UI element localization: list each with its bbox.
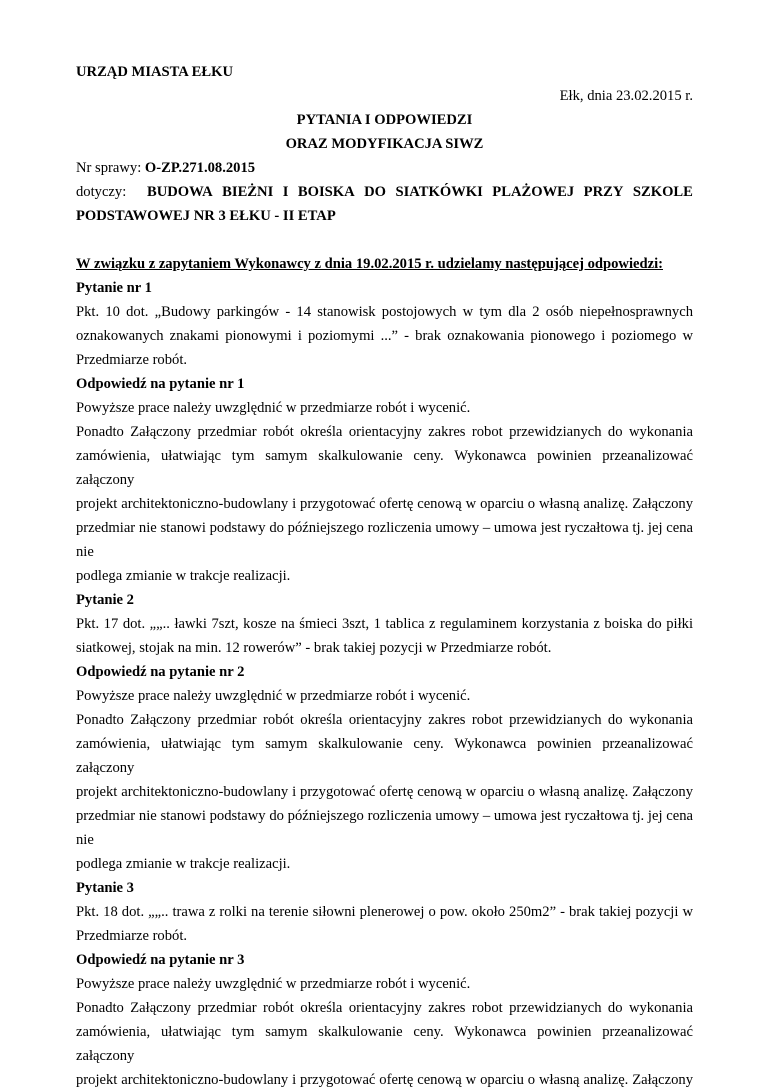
subject-label: dotyczy: <box>76 184 127 200</box>
answer-line: przedmiar nie stanowi podstawy do późniejszego rozliczenia umowy – umowa jest ryczałtowa tj. jej cena nie <box>76 808 693 848</box>
subject-word: BOISKA <box>297 184 355 200</box>
question-last-line: Przedmiarze robót. <box>76 928 188 944</box>
case-number-row <box>76 156 693 180</box>
question-title: Pytanie 3 <box>76 880 134 896</box>
place-date: Ełk, dnia 23.02.2015 r. <box>559 88 693 104</box>
subject-word: BUDOWA <box>147 184 213 200</box>
answer-last-line: podlega zmianie w trakcje realizacji. <box>76 568 291 584</box>
subject-word: PRZY <box>583 184 624 200</box>
subject-word: SIATKÓWKI <box>395 184 483 200</box>
answer-first-line: Powyższe prace należy uwzględnić w przedmiarze robót i wycenić. <box>76 400 471 416</box>
answer-line: projekt architektoniczno-budowlany i przygotować ofertę cenową w oparciu o własną analizę. Załączony <box>76 496 693 512</box>
answer-title: Odpowiedź na pytanie nr 3 <box>76 952 245 968</box>
subject-word: PLAŻOWEJ <box>492 184 575 200</box>
spacer <box>76 228 693 252</box>
case-number: O-ZP.271.08.2015 <box>144 160 256 176</box>
office-name: URZĄD MIASTA EŁKU <box>76 64 234 80</box>
subject-row <box>76 180 693 204</box>
answer-line: Ponadto Załączony przedmiar robót określa orientacyjny zakres robot przewidzianych do wykonania <box>76 1000 693 1016</box>
answer-line: przedmiar nie stanowi podstawy do późniejszego rozliczenia umowy – umowa jest ryczałtowa tj. jej cena nie <box>76 520 693 560</box>
answer-line: Ponadto Załączony przedmiar robót określa orientacyjny zakres robot przewidzianych do wykonania <box>76 712 693 728</box>
question-last-line: siatkowej, stojak na min. 12 rowerów” - brak takiej pozycji w Przedmiarze robót. <box>76 640 552 656</box>
subject-word: BIEŻNI <box>222 184 274 200</box>
document-body <box>76 60 693 1092</box>
question-line: Pkt. 17 dot. „„.. ławki 7szt, kosze na śmieci 3szt, 1 tablica z regulaminem korzystania z boiska do piłki <box>76 616 693 632</box>
answer-line: projekt architektoniczno-budowlany i przygotować ofertę cenową w oparciu o własną analizę. Załączony <box>76 1072 693 1088</box>
subject-line-2: PODSTAWOWEJ NR 3 EŁKU - II ETAP <box>76 208 336 224</box>
answer-last-line: podlega zmianie w trakcje realizacji. <box>76 856 291 872</box>
question-line: Pkt. 18 dot. „„.. trawa z rolki na terenie siłowni plenerowej o pow. około 250m2” - brak takiej pozycji w <box>76 904 693 920</box>
answer-first-line: Powyższe prace należy uwzględnić w przedmiarze robót i wycenić. <box>76 688 471 704</box>
answer-line: zamówienia, ułatwiając tym samym skalkulowanie ceny. Wykonawca powinien przeanalizować załączony <box>76 1024 693 1064</box>
answer-line: Ponadto Załączony przedmiar robót określa orientacyjny zakres robot przewidzianych do wykonania <box>76 424 693 440</box>
subject-word: I <box>282 184 289 200</box>
subject-word: DO <box>364 184 387 200</box>
answer-title: Odpowiedź na pytanie nr 1 <box>76 376 245 392</box>
question-last-line: Przedmiarze robót. <box>76 352 188 368</box>
document-subtitle: ORAZ MODYFIKACJA SIWZ <box>285 136 484 152</box>
subject-line-1 <box>147 180 693 204</box>
answer-title: Odpowiedź na pytanie nr 2 <box>76 664 245 680</box>
question-line: Pkt. 10 dot. „Budowy parkingów - 14 stanowisk postojowych w tym dla 2 osób niepełnosprawnych <box>76 304 693 320</box>
answer-line: zamówienia, ułatwiając tym samym skalkulowanie ceny. Wykonawca powinien przeanalizować załączony <box>76 448 693 488</box>
question-title: Pytanie nr 1 <box>76 280 152 296</box>
intro-heading: W związku z zapytaniem Wykonawcy z dnia 19.02.2015 r. udzielamy następującej odpowiedzi: <box>76 256 663 272</box>
document-title: PYTANIA I ODPOWIEDZI <box>296 112 473 128</box>
question-title: Pytanie 2 <box>76 592 134 608</box>
answer-line: projekt architektoniczno-budowlany i przygotować ofertę cenową w oparciu o własną analizę. Załączony <box>76 784 693 800</box>
subject-word: SZKOLE <box>632 184 693 200</box>
answer-line: zamówienia, ułatwiając tym samym skalkulowanie ceny. Wykonawca powinien przeanalizować załączony <box>76 736 693 776</box>
answer-first-line: Powyższe prace należy uwzględnić w przedmiarze robót i wycenić. <box>76 976 471 992</box>
question-line: oznakowanych znakami pionowymi i poziomymi ...” - brak oznakowania pionowego i poziomego w <box>76 328 693 344</box>
case-label: Nr sprawy: <box>76 160 145 176</box>
